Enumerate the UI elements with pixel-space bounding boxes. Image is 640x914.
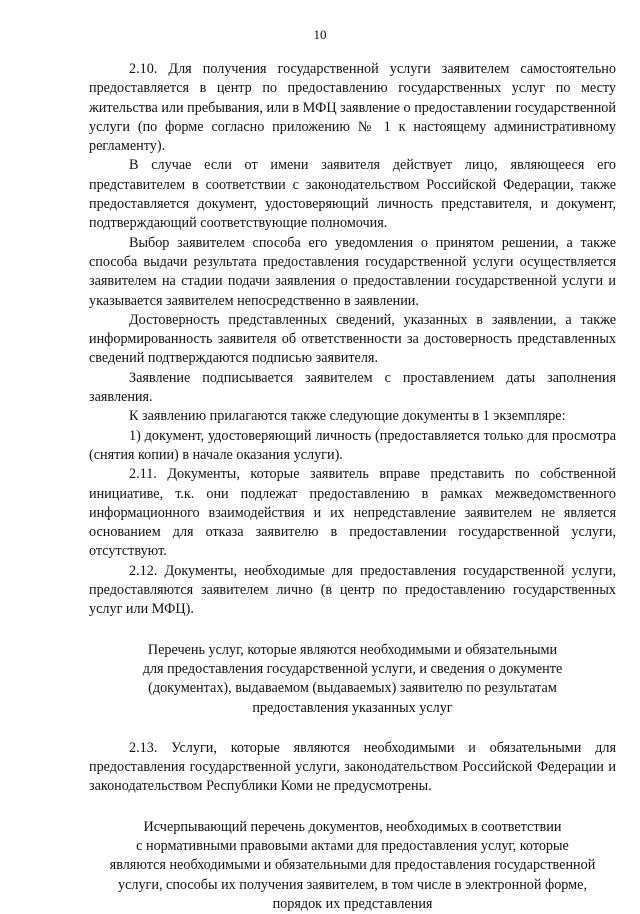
paragraph-attachments: К заявлению прилагаются также следующие документы в 1 экземпляре: bbox=[129, 408, 566, 425]
heading-line: Перечень услуг, которые являются необходимыми и обязательными bbox=[147, 641, 558, 658]
section-heading-documents bbox=[89, 818, 616, 914]
heading-line: Исчерпывающий перечень документов, необходимых в соответствии bbox=[143, 818, 562, 835]
page-number: 10 bbox=[313, 27, 327, 42]
paragraph-2-10: 2.10. Для получения государственной услуги заявителем самостоятельно предоставляется в центр по предоставлению государственных услуг по месту жительства или пребывания, или в МФЦ заявление о предоставлении государственной услуги (по форме согласно приложению № 1 к настоящему административному регламенту). bbox=[89, 61, 616, 155]
paragraph-reliability: Достоверность представленных сведений, указанных в заявлении, а также информированность заявителя об ответственности за достоверность представленных сведений подтверждаются подписью заявителя. bbox=[89, 311, 616, 367]
heading-line: предоставления указанных услуг bbox=[252, 699, 453, 716]
paragraph-representative: В случае если от имени заявителя действует лицо, являющееся его представителем в соответствии с законодательством Российской Федерации, также предоставляется документ, удостоверяющий личность представителя, и документ, подтверждающий соответствующие полномочия. bbox=[89, 157, 616, 232]
heading-line: для предоставления государственной услуги, и сведения о документе bbox=[142, 660, 563, 677]
heading-line: (документах), выдаваемом (выдаваемых) заявителю по результатам bbox=[148, 680, 557, 697]
section-heading-services bbox=[89, 641, 616, 718]
heading-line: порядок их представления bbox=[272, 895, 433, 912]
heading-line: с нормативными правовыми актами для предоставления услуг, которые bbox=[136, 837, 569, 854]
paragraph-identity-document: 1) документ, удостоверяющий личность (предоставляется только для просмотра (снятия копии) в начале оказания услуги). bbox=[89, 427, 616, 463]
heading-line: услуги, способы их получения заявителем, в том числе в электронной форме, bbox=[117, 876, 588, 893]
document-body bbox=[89, 60, 616, 914]
paragraph-signature: Заявление подписывается заявителем с проставлением даты заполнения заявления. bbox=[89, 369, 616, 406]
paragraph-2-12: 2.12. Документы, необходимые для предоставления государственной услуги, предоставляются заявителем лично (в центр по предоставлению государственных услуг или МФЦ). bbox=[89, 562, 616, 618]
paragraph-notification-method: Выбор заявителем способа его уведомления о принятом решении, а также способа выдачи результата предоставления государственной услуги осуществляется заявителем на стадии подачи заявления о предоставлении государственной услуги и указывается заявителем непосредственно в заявлении. bbox=[89, 234, 616, 309]
paragraph-2-11: 2.11. Документы, которые заявитель вправе представить по собственной инициативе, т.к. они подлежат предоставлению в рамках межведомственного информационного взаимодействия и их непредставление заявителем не является основанием для отказа заявителю в предоставлении государственной услуги, отсутствуют. bbox=[89, 466, 616, 560]
paragraph-2-13: 2.13. Услуги, которые являются необходимыми и обязательными для предоставления государственной услуги, законодательством Российской Федерации и законодательством Республики Коми не предусмотрены. bbox=[89, 739, 616, 795]
heading-line: являются необходимыми и обязательными для предоставления государственной bbox=[109, 857, 596, 874]
